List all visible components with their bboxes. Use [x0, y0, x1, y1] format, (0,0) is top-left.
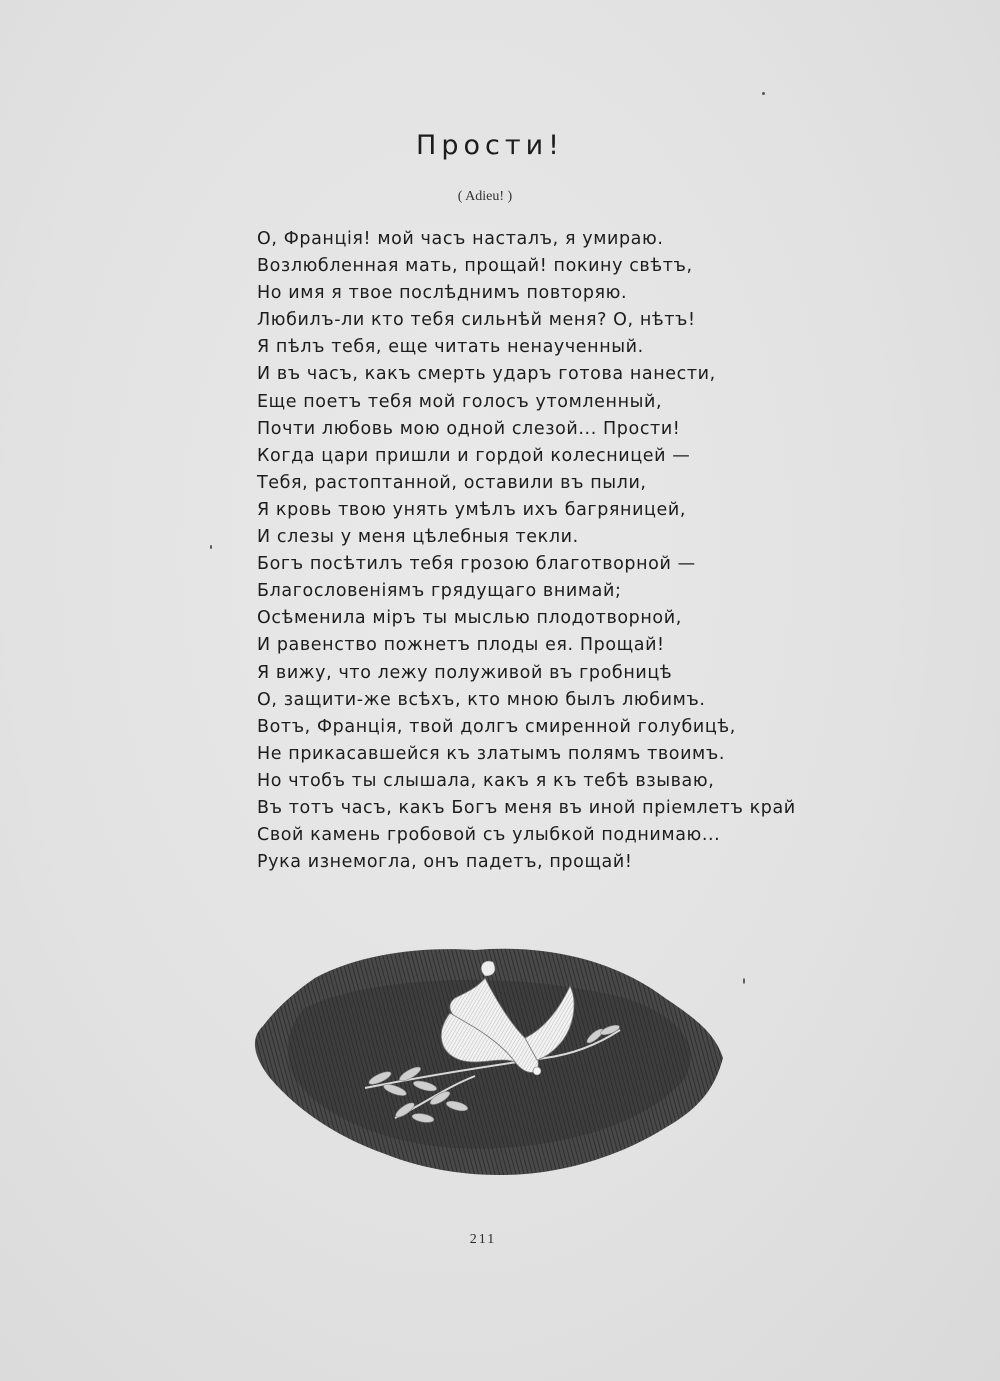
- paper-speck: [762, 92, 765, 95]
- poem-line: О, защити-же всѣхъ, кто мною былъ любимъ.: [257, 689, 706, 710]
- poem-line: О, Францiя! мой часъ насталъ, я умираю.: [257, 229, 664, 249]
- poem-line: И въ часъ, какъ смерть ударъ готова нанести,: [257, 364, 716, 385]
- poem-line: И слезы у меня цѣлебныя текли.: [257, 527, 579, 548]
- poem-line: Осѣменила мiръ ты мыслью плодотворной,: [257, 608, 682, 629]
- poem-line: Но имя я твое послѣднимъ повторяю.: [257, 283, 628, 304]
- poem-line: Еще поетъ тебя мой голосъ утомленный,: [257, 391, 663, 412]
- poem-body: [257, 226, 857, 876]
- poem-line: Свой камень гробовой съ улыбкой поднимаю...: [257, 825, 721, 846]
- poem-subtitle: ( Adieu! ): [457, 189, 513, 204]
- poem-line: Благословенiямъ грядущаго внимай;: [257, 581, 622, 602]
- poem-line: Когда цари пришли и гордой колесницей —: [257, 445, 691, 466]
- paper-speck: [210, 545, 212, 549]
- poem-title: Прости!: [416, 130, 564, 161]
- page-number: 211: [469, 1232, 497, 1247]
- poem-line: Я вижу, что лежу полуживой въ гробницѣ: [257, 662, 673, 683]
- poem-line: Рука изнемогла, онъ падетъ, прощай!: [257, 852, 633, 873]
- poem-line: Я пѣлъ тебя, еще читать ненаученный.: [257, 337, 644, 358]
- poem-line: Почти любовь мою одной слезой... Прости!: [257, 418, 681, 439]
- poem-line: Я кровь твою унять умѣлъ ихъ багряницей,: [257, 499, 687, 520]
- poem-line: Въ тотъ часъ, какъ Богъ меня въ иной прiемлетъ край: [257, 797, 796, 818]
- poem-line: Любилъ-ли кто тебя сильнѣй меня? О, нѣтъ!: [257, 310, 696, 331]
- poem-line: И равенство пожнетъ плоды ея. Прощай!: [257, 635, 665, 656]
- poem-line: Возлюбленная мать, прощай! покину свѣтъ,: [257, 256, 693, 277]
- poem-line: Не прикасавшейся къ златымъ полямъ твоимъ.: [257, 743, 725, 764]
- poem-line: Богъ посѣтилъ тебя грозою благотворной —: [257, 554, 696, 575]
- poem-line: Вотъ, Францiя, твой долгъ смиренной голубицѣ,: [257, 716, 736, 737]
- paper-speck: [743, 978, 745, 984]
- poem-line: Но чтобъ ты слышала, какъ я къ тебѣ взываю,: [257, 770, 715, 791]
- poem-line: Тебя, растоптанной, оставили въ пыли,: [257, 472, 647, 493]
- dove-illustration: [245, 938, 735, 1183]
